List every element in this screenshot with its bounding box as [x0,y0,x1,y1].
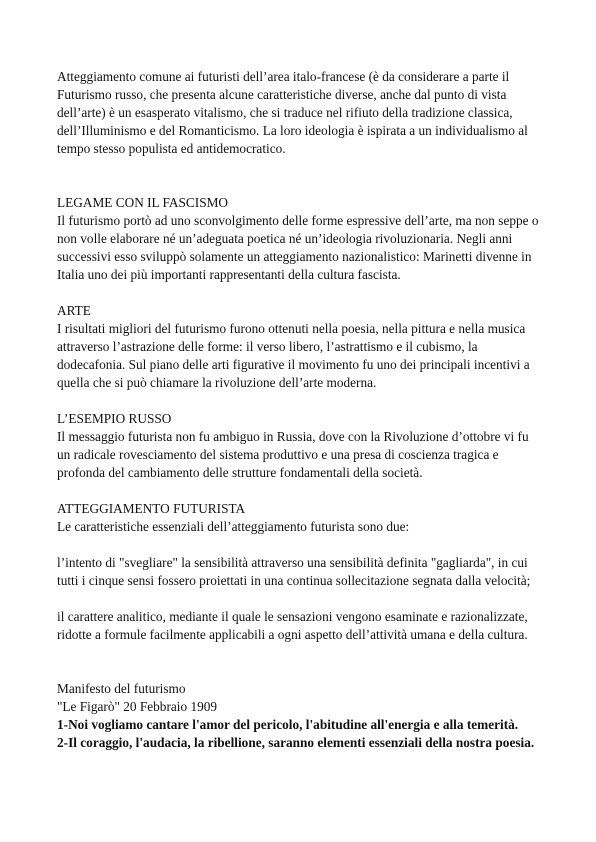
spacer [57,284,543,302]
section-body-atteggiamento: Le caratteristiche essenziali dell’atteggiamento futurista sono due: [57,519,410,534]
section-heading-russo: L’ESEMPIO RUSSO [57,411,172,426]
manifesto-source: "Le Figarò" 20 Febbraio 1909 [57,699,218,714]
intro-paragraph: Atteggiamento comune ai futuristi dell’area italo-francese (è da considerare a parte il Futurismo russo, che presenta alcune caratteristiche diverse, anche dal punto di vista dell’arte) è un esasperato vitalismo, che si traduce nel rifiuto della tradizione classica, dell’Illuminismo e del Romanticismo. La loro ideologia è ispirata a un individualismo al tempo stesso populista ed antidemocratico. [57,69,528,156]
section-heading-arte: ARTE [57,303,91,318]
spacer [57,158,543,194]
spacer [57,536,543,554]
manifesto-title: Manifesto del futurismo [57,681,186,696]
document-page [57,68,543,752]
spacer [57,590,543,608]
section-heading-fascismo: LEGAME CON IL FASCISMO [57,195,229,210]
manifesto-item-1: 1-Noi vogliamo cantare l'amor del pericolo, l'abitudine all'energia e alla temerità. [57,717,519,732]
point-paragraph-1: l’intento di "svegliare" la sensibilità attraverso una sensibilità definita "gagliarda", in cui tutti i cinque sensi fossero proiettati in una continua sollecitazione segnata dalla velocità; [57,555,531,588]
section-body-russo: Il messaggio futurista non fu ambiguo in Russia, dove con la Rivoluzione d’ottobre vi fu un radicale rovesciamento del sistema produttivo e una presa di coscienza tragica e profonda del cambiamento delle strutture fondamentali della società. [57,429,529,480]
section-heading-atteggiamento: ATTEGGIAMENTO FUTURISTA [57,501,246,516]
section-body-fascismo: Il futurismo portò ad uno sconvolgimento delle forme espressive dell’arte, ma non seppe o non volle elaborare né un’adeguata poetica né un’ideologia rivoluzionaria. Negli anni successivi esso sviluppò solamente un atteggiamento nazionalistico: Marinetti divenne in Italia uno dei più importanti rappresentanti della cultura fascista. [57,213,539,282]
point-paragraph-2: il carattere analitico, mediante il quale le sensazioni vengono esaminate e razionalizzate, ridotte a formule facilmente applicabili a ogni aspetto dell’attività umana e della cultura. [57,609,528,642]
section-body-arte: I risultati migliori del futurismo furono ottenuti nella poesia, nella pittura e nella musica attraverso l’astrazione delle forme: il verso libero, l’astrattismo e il cubismo, la dodecafonia. Sul piano delle arti figurative il movimento fu uno dei principali incentivi a quella che si può chiamare la rivoluzione dell’arte moderna. [57,321,530,390]
spacer [57,392,543,410]
manifesto-item-2: 2-Il coraggio, l'audacia, la ribellione, saranno elementi essenziali della nostra poesia. [57,735,535,750]
spacer [57,482,543,500]
spacer [57,644,543,680]
